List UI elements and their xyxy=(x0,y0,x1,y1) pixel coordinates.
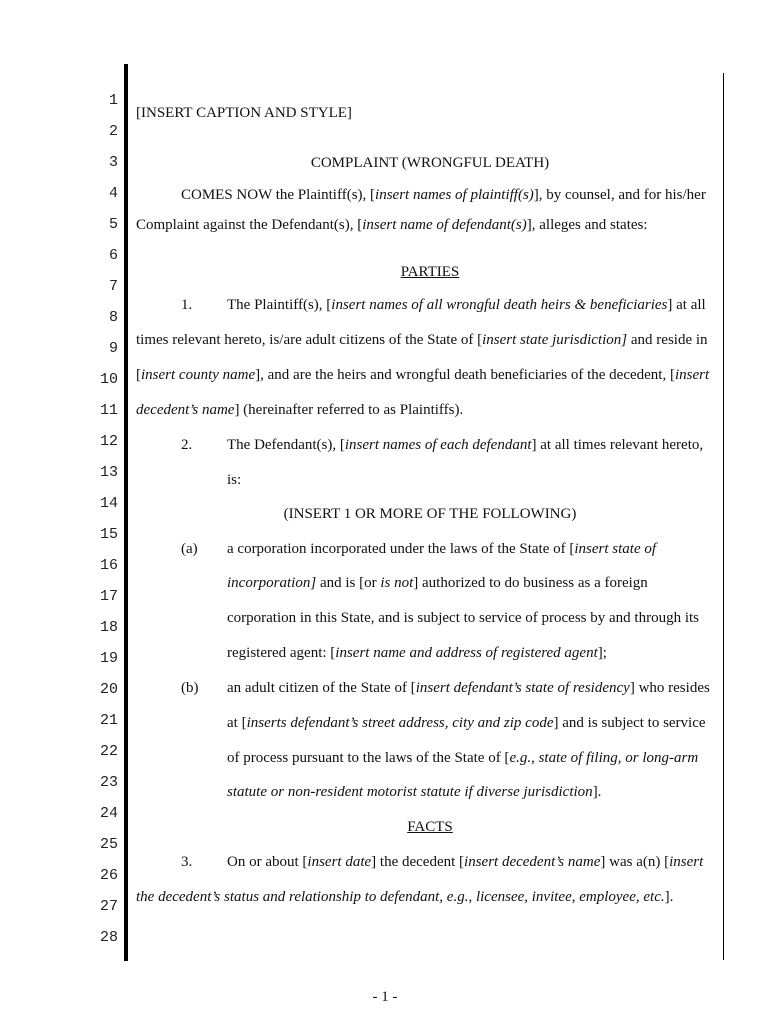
line-number: 25 xyxy=(99,836,118,853)
facts-heading: FACTS xyxy=(407,819,453,835)
line-number: 26 xyxy=(99,867,118,884)
line-number: 10 xyxy=(99,371,118,388)
line-number: 11 xyxy=(99,402,118,419)
b-line-4: statute or non-resident motorist statute if diverse jurisdiction]. xyxy=(227,784,602,800)
p2-line-2: is: xyxy=(227,472,242,488)
intro-line-1: COMES NOW the Plaintiff(s), [insert names of plaintiff(s)], by counsel, and for his/her xyxy=(181,187,706,203)
line-number: 8 xyxy=(108,309,118,326)
parties-heading: PARTIES xyxy=(400,264,460,280)
line-number: 27 xyxy=(99,898,118,915)
paragraph-number: 2. xyxy=(181,437,193,453)
b-line-1: an adult citizen of the State of [insert defendant’s state of residency] who resides xyxy=(227,680,710,696)
line-number: 13 xyxy=(99,464,118,481)
p2-line-1: The Defendant(s), [insert names of each defendant] at all times relevant hereto, xyxy=(227,437,704,453)
line-number: 19 xyxy=(99,650,118,667)
line-number: 14 xyxy=(99,495,118,512)
line-number: 17 xyxy=(99,588,118,605)
a-line-3: corporation in this State, and is subject to service of process by and through its xyxy=(227,610,699,626)
line-number: 7 xyxy=(108,278,118,295)
b-line-3: of process pursuant to the laws of the State of [e.g., state of filing, or long-arm xyxy=(227,750,699,766)
line-number: 28 xyxy=(99,929,118,946)
left-margin-rule xyxy=(124,64,128,961)
p3-line-2: the decedent’s status and relationship to defendant, e.g., licensee, invitee, employee, etc.]. xyxy=(136,889,674,905)
line-number: 4 xyxy=(108,185,118,202)
a-line-1: a corporation incorporated under the laws of the State of [insert state of xyxy=(227,541,657,557)
line-number: 2 xyxy=(108,123,118,140)
p1-line-4: decedent’s name] (hereinafter referred to as Plaintiffs). xyxy=(136,402,464,418)
line-number: 15 xyxy=(99,526,118,543)
page-number: - 1 - xyxy=(372,989,398,1005)
line-number: 20 xyxy=(99,681,118,698)
b-line-2: at [inserts defendant’s street address, city and zip code] and is subject to service xyxy=(227,715,706,731)
a-line-2: incorporation] and is [or is not] authorized to do business as a foreign xyxy=(227,575,648,591)
p1-line-1: The Plaintiff(s), [insert names of all wrongful death heirs & beneficiaries] at all xyxy=(227,297,706,313)
a-line-4: registered agent: [insert name and address of registered agent]; xyxy=(227,645,607,661)
line-number: 22 xyxy=(99,743,118,760)
line-number: 21 xyxy=(99,712,118,729)
line-number: 16 xyxy=(99,557,118,574)
p1-line-3: [insert county name], and are the heirs and wrongful death beneficiaries of the decedent, [insert xyxy=(136,367,710,383)
p3-line-1: On or about [insert date] the decedent [insert decedent’s name] was a(n) [insert xyxy=(227,854,704,870)
line-number: 18 xyxy=(99,619,118,636)
line-number: 9 xyxy=(108,340,118,357)
subparagraph-label: (b) xyxy=(181,680,199,696)
line-number: 3 xyxy=(108,154,118,171)
line-number: 23 xyxy=(99,774,118,791)
caption-placeholder: [INSERT CAPTION AND STYLE] xyxy=(136,105,352,121)
paragraph-number: 3. xyxy=(181,854,193,870)
paragraph-number: 1. xyxy=(181,297,193,313)
line-number: 5 xyxy=(108,216,118,233)
intro-line-2: Complaint against the Defendant(s), [insert name of defendant(s)], alleges and states: xyxy=(136,217,648,233)
line-number: 1 xyxy=(108,92,118,109)
line-number: 12 xyxy=(99,433,118,450)
subparagraph-label: (a) xyxy=(181,541,198,557)
document-title: COMPLAINT (WRONGFUL DEATH) xyxy=(310,155,550,171)
p1-line-2: times relevant hereto, is/are adult citizens of the State of [insert state jurisdiction] and reside in xyxy=(136,332,708,348)
line-number: 6 xyxy=(108,247,118,264)
insert-options-heading: (INSERT 1 OR MORE OF THE FOLLOWING) xyxy=(283,506,577,522)
line-number: 24 xyxy=(99,805,118,822)
